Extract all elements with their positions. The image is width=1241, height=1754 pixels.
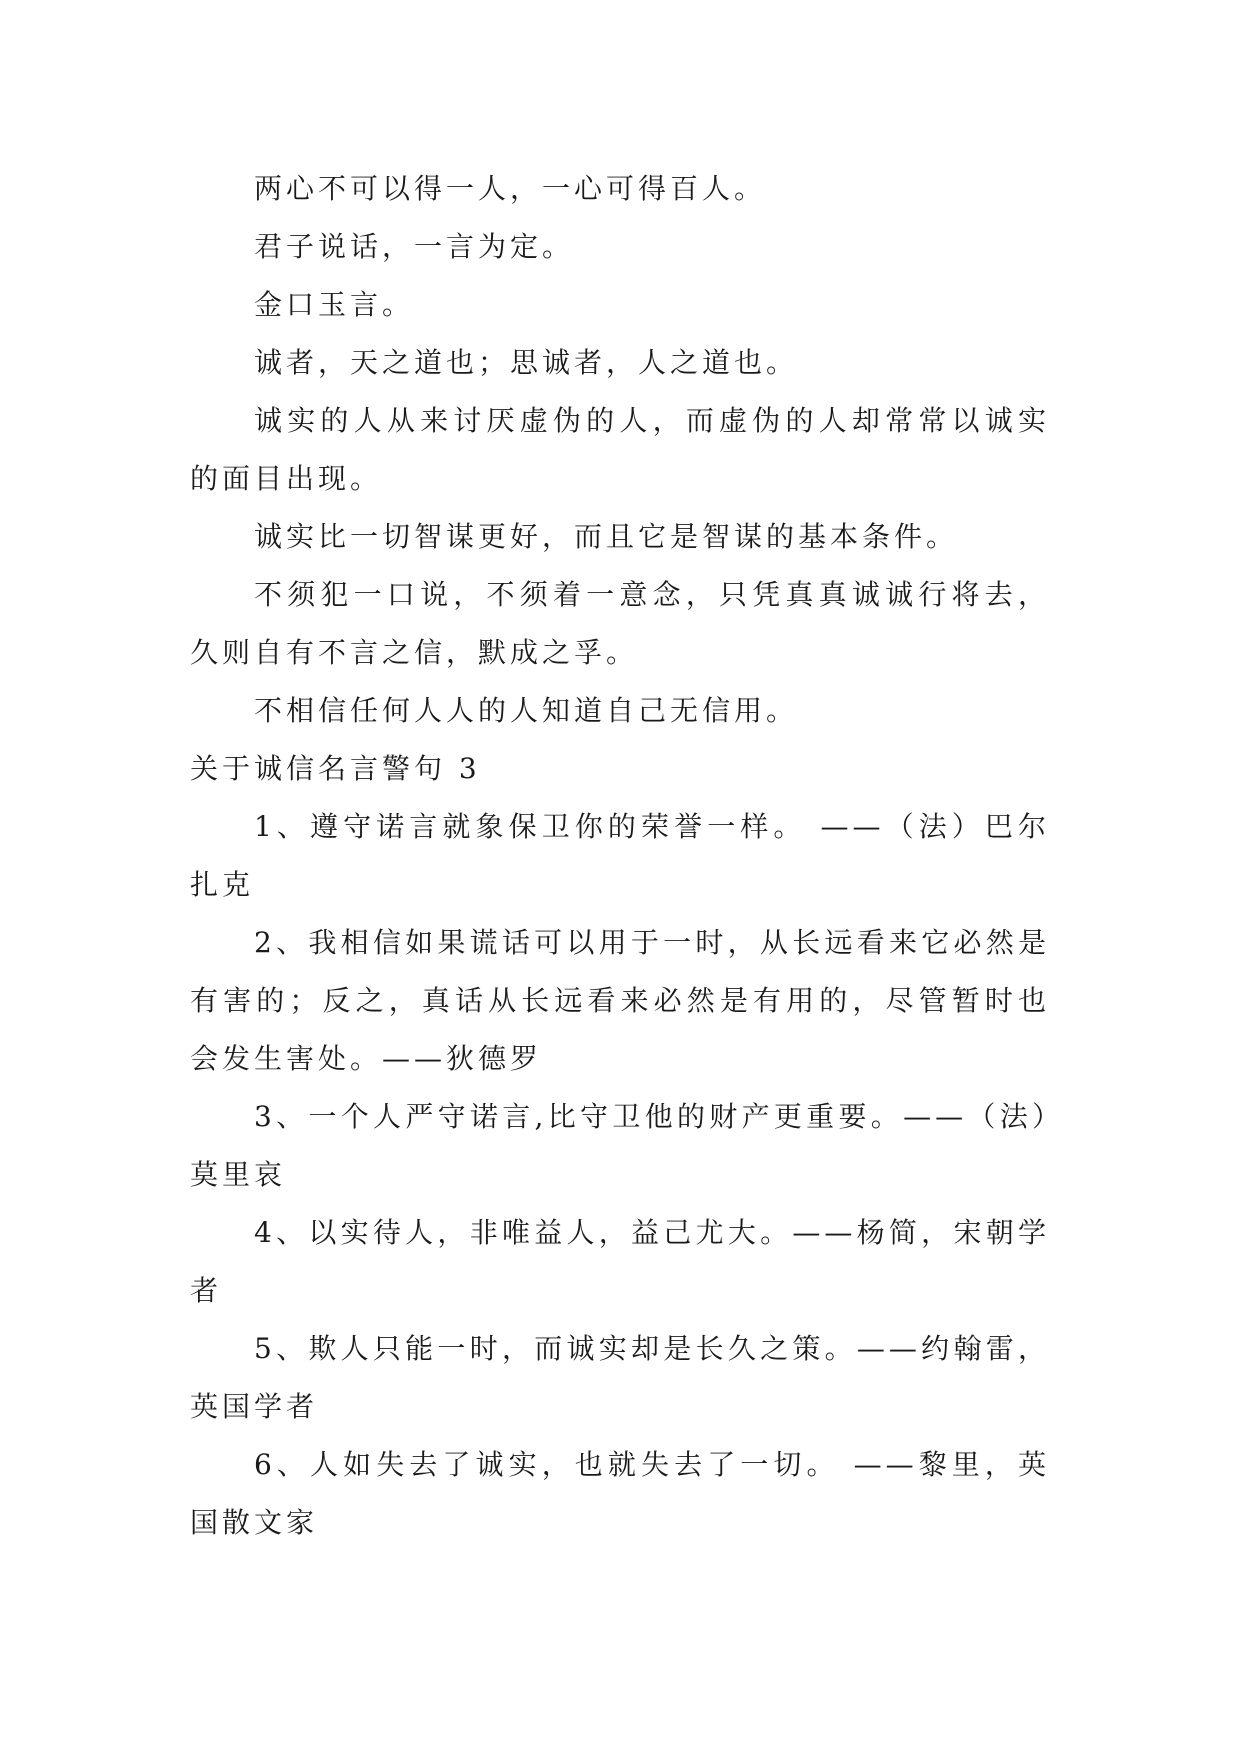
paragraph: 金口玉言。: [254, 288, 415, 321]
quote-item: 6、人如失去了诚实，也就失去了一切。 ——黎里，英国散文家: [190, 1448, 1050, 1539]
paragraph: 两心不可以得一人，一心可得百人。: [254, 172, 767, 205]
section-heading: 关于诚信名言警句 3: [190, 752, 481, 785]
quote-item: 1、遵守诺言就象保卫你的荣誉一样。 ——（法）巴尔扎克: [190, 810, 1050, 901]
paragraph: 诚实比一切智谋更好，而且它是智谋的基本条件。: [254, 520, 959, 553]
quote-item: 3、一个人严守诺言,比守卫他的财产更重要。——（法）莫里哀: [190, 1100, 1050, 1191]
paragraph: 不相信任何人人的人知道自己无信用。: [254, 694, 799, 727]
paragraph: 诚实的人从来讨厌虚伪的人，而虚伪的人却常常以诚实的面目出现。: [190, 404, 1050, 495]
quote-item: 4、以实待人，非唯益人，益己尤大。——杨简，宋朝学者: [190, 1216, 1050, 1307]
paragraph: 不须犯一口说，不须着一意念，只凭真真诚诚行将去，久则自有不言之信，默成之孚。: [190, 578, 1050, 669]
document-body: [190, 160, 1050, 1552]
paragraph: 君子说话，一言为定。: [254, 230, 575, 263]
quote-item: 2、我相信如果谎话可以用于一时，从长远看来它必然是有害的；反之，真话从长远看来必然是有用的，尽管暂时也会发生害处。——狄德罗: [190, 926, 1050, 1075]
quote-item: 5、欺人只能一时，而诚实却是长久之策。——约翰雷，英国学者: [190, 1332, 1050, 1423]
paragraph: 诚者，天之道也；思诚者，人之道也。: [254, 346, 799, 379]
